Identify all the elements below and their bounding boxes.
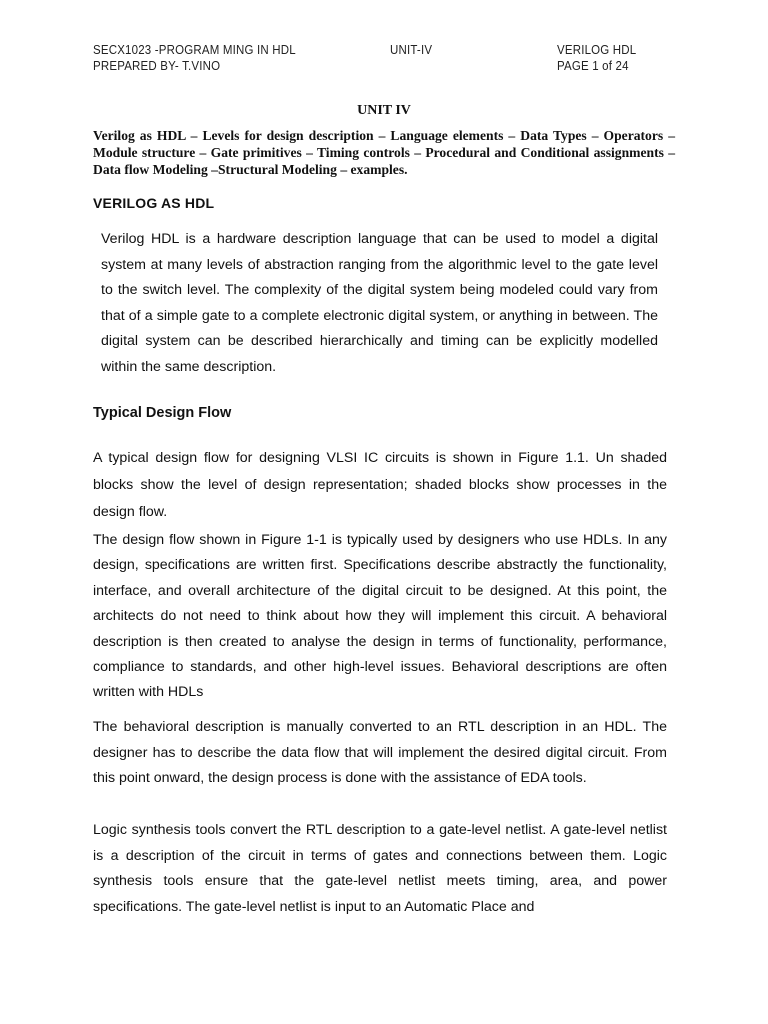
section-heading-verilog: VERILOG AS HDL bbox=[93, 195, 215, 211]
header-prepared-by: PREPARED BY- T.VINO bbox=[93, 59, 221, 73]
header-page-number: PAGE 1 of 24 bbox=[557, 59, 629, 73]
header-unit: UNIT-IV bbox=[390, 43, 433, 57]
header-topic: VERILOG HDL bbox=[557, 43, 637, 57]
header-course: SECX1023 -PROGRAM MING IN HDL bbox=[93, 43, 296, 57]
design-flow-paragraph-3: The behavioral description is manually converted to an RTL description in an HDL. The designer has to describe the data flow that will implement the desired digital circuit. From this point onward, the design process is done with the assistance of EDA tools. bbox=[93, 719, 667, 787]
verilog-paragraph: Verilog HDL is a hardware description language that can be used to model a digital system at many levels of abstraction ranging from the algorithmic level to the gate level to the switch level. The complexity of the digital system being modeled could vary from that of a simple gate to a complete electronic digital system, or anything in between. The digital system can be described hierarchically and timing can be explicitly modelled within the same description. bbox=[101, 231, 658, 375]
design-flow-paragraph-1: A typical design flow for designing VLSI IC circuits is shown in Figure 1.1. Un shaded blocks show the level of design representation; shaded blocks show processes in the design flow. bbox=[93, 450, 667, 520]
design-flow-paragraph-2: The design flow shown in Figure 1-1 is typically used by designers who use HDLs. In any design, specifications are written first. Specifications describe abstractly the functionality, interface, and overall architecture of the digital circuit to be designed. At this point, the architects do not need to think about how they will implement this circuit. A behavioral description is then created to analyse the design in terms of functionality, performance, compliance to standards, and other high-level issues. Behavioral descriptions are often written with HDLs bbox=[93, 532, 667, 701]
section-heading-design-flow: Typical Design Flow bbox=[93, 405, 232, 421]
unit-title: UNIT IV bbox=[357, 103, 411, 118]
unit-summary: Verilog as HDL – Levels for design description – Language elements – Data Types – Operators – Module structure – Gate primitives – Timing controls – Procedural and Conditional assignments – Data flow Modeling –Structural Modeling – examples. bbox=[93, 128, 675, 177]
design-flow-paragraph-4: Logic synthesis tools convert the RTL description to a gate-level netlist. A gate-level netlist is a description of the circuit in terms of gates and connections between them. Logic synthesis tools ensure that the gate-level netlist meets timing, area, and power specifications. The gate-level netlist is input to an Automatic Place and bbox=[93, 822, 667, 915]
